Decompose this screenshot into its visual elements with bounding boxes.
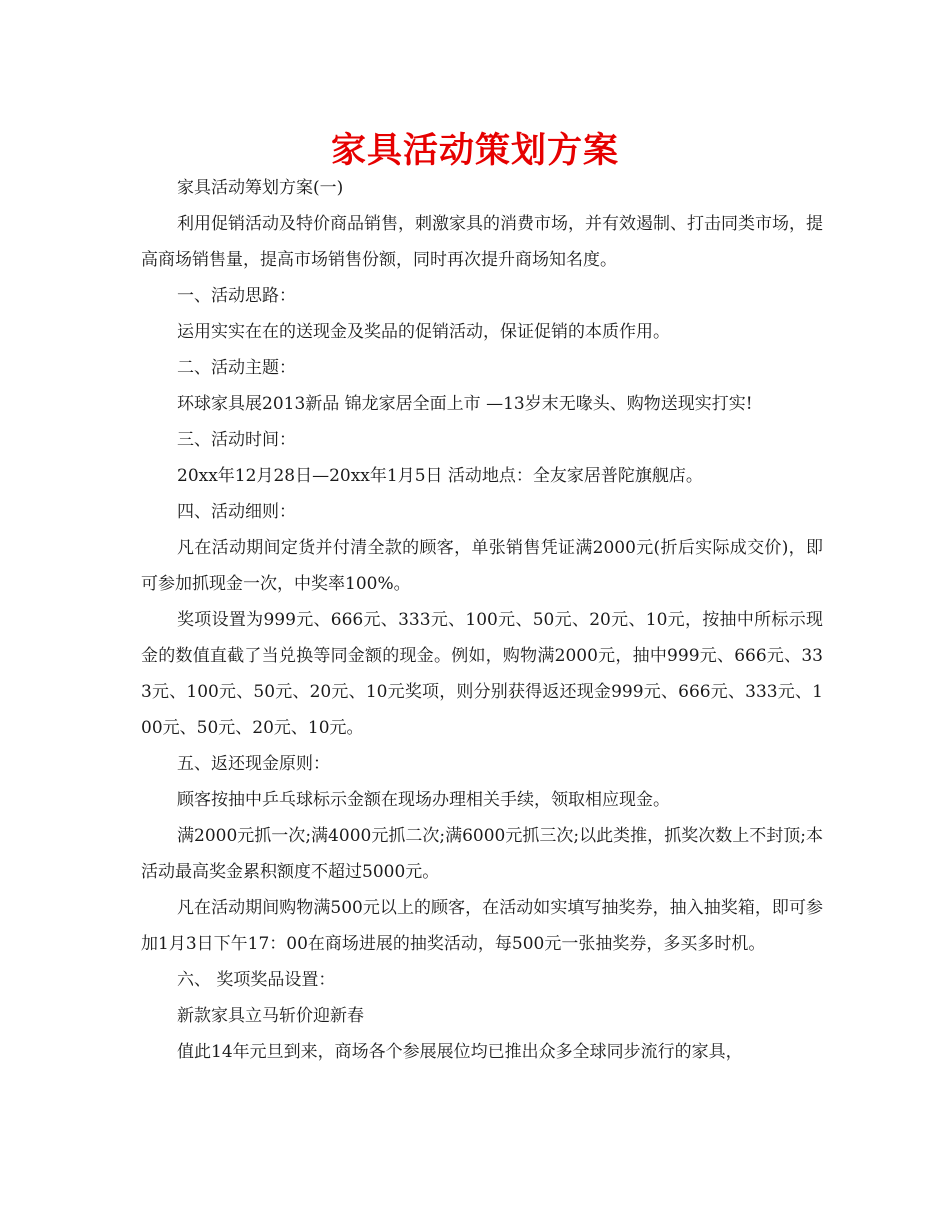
section-heading-prizes: 六、 奖项奖品设置： bbox=[177, 970, 336, 990]
paragraph-intro: 利用促销活动及特价商品销售，刺激家具的消费市场，并有效遏制、打击同类市场，提高商场销售量，提高市场销售份额，同时再次提升商场知名度。 bbox=[141, 214, 823, 270]
paragraph-activity-theme: 环球家具展2013新品 锦龙家居全面上市 —13岁末无喙头、购物送现实打实! bbox=[177, 394, 753, 414]
document-title: 家具活动策划方案 bbox=[330, 131, 619, 171]
paragraph-rule-1: 凡在活动期间定货并付清全款的顾客，单张销售凭证满2000元(折后实际成交价)，即可参加抓现金一次，中奖率100%。 bbox=[141, 538, 823, 594]
section-heading-activity-theme: 二、活动主题： bbox=[177, 358, 296, 378]
paragraph-subtitle: 家具活动筹划方案(一) bbox=[177, 178, 344, 198]
section-heading-activity-idea: 一、活动思路： bbox=[177, 286, 296, 306]
paragraph-cash-return-2: 满2000元抓一次;满4000元抓二次;满6000元抓三次;以此类推，抓奖次数上不封顶;本活动最高奖金累积额度不超过5000元。 bbox=[141, 826, 823, 882]
paragraph-activity-time: 20xx年12月28日—20xx年1月5日 活动地点：全友家居普陀旗舰店。 bbox=[177, 466, 703, 486]
paragraph-new-year: 值此14年元旦到来，商场各个参展展位均已推出众多全球同步流行的家具， bbox=[177, 1042, 743, 1062]
section-heading-activity-time: 三、活动时间： bbox=[177, 430, 296, 450]
document-body bbox=[141, 170, 823, 1070]
paragraph-activity-idea: 运用实实在在的送现金及奖品的促销活动，保证促销的本质作用。 bbox=[177, 322, 670, 342]
section-heading-activity-rules: 四、活动细则： bbox=[177, 502, 296, 522]
paragraph-rule-2: 奖项设置为999元、666元、333元、100元、50元、20元、10元，按抽中所标示现金的数值直截了当兑换等同金额的现金。例如，购物满2000元，抽中999元、666元、333元、100元、50元、20元、10元奖项，则分别获得返还现金999元、666元、333元、100元、50元、20元、10元。 bbox=[141, 610, 823, 738]
section-heading-cash-return: 五、返还现金原则： bbox=[177, 754, 330, 774]
paragraph-cash-return-1: 顾客按抽中乒乓球标示金额在现场办理相关手续，领取相应现金。 bbox=[177, 790, 670, 810]
paragraph-lottery: 凡在活动期间购物满500元以上的顾客，在活动如实填写抽奖券，抽入抽奖箱，即可参加1月3日下午17：00在商场进展的抽奖活动，每500元一张抽奖券，多买多时机。 bbox=[141, 898, 823, 954]
paragraph-new-furniture: 新款家具立马斩价迎新春 bbox=[177, 1006, 364, 1026]
